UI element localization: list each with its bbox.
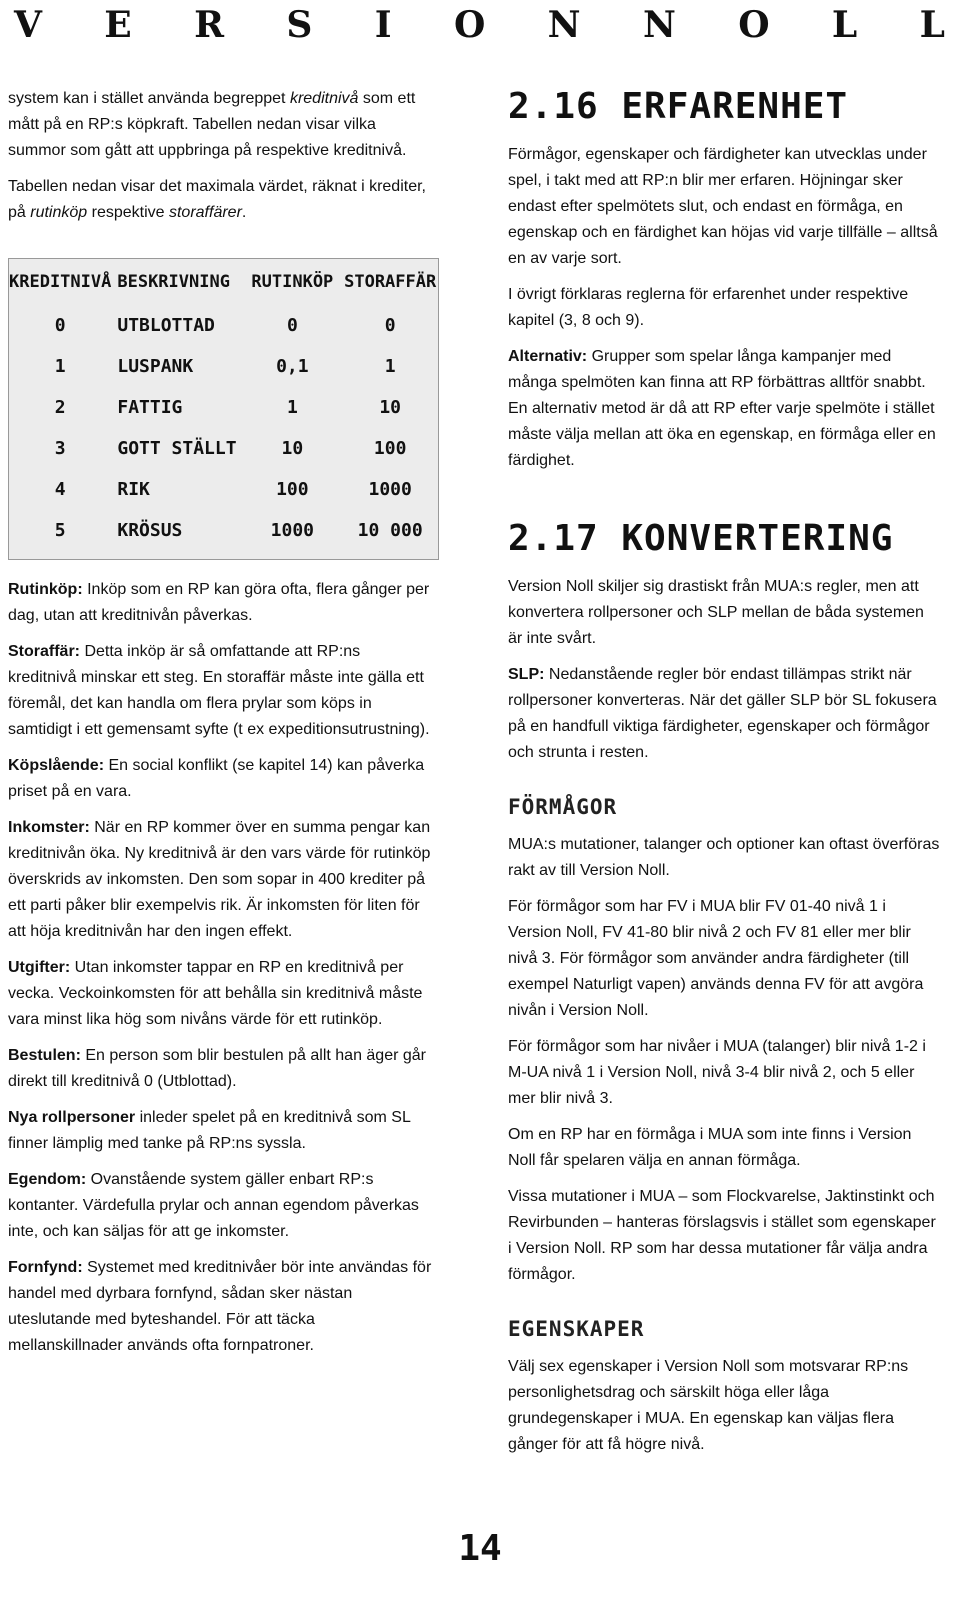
banner-letter: V — [14, 4, 43, 46]
table-cell: UTBLOTTAD — [117, 315, 215, 336]
table-cell: 10 000 — [357, 520, 423, 541]
banner-letter: S — [286, 4, 314, 46]
term-paragraph — [8, 753, 433, 805]
term-paragraph — [8, 815, 433, 945]
credit-level-table — [8, 258, 439, 560]
left-terms — [8, 577, 433, 1369]
column-header: STORAFFÄR — [344, 272, 437, 292]
intro-paragraph — [8, 86, 433, 164]
table-cell: 10 — [281, 438, 304, 459]
section-konvertering — [508, 574, 940, 1468]
body-paragraph: För förmågor som har nivåer i MUA (talanger) blir nivå 1-2 i M-UA nivå 1 i Version Noll, nivå 3-4 blir nivå 2, och 5 eller mer blir nivå 3. — [508, 1038, 926, 1107]
term-paragraph — [8, 955, 433, 1033]
section-heading-konvertering: 2.17 KONVERTERING — [508, 518, 894, 559]
table-row — [9, 428, 438, 469]
term-text: inleder spelet på en kreditnivå som SL finner lämplig med tanke på RP:ns syssla. — [8, 1109, 411, 1152]
banner-letter: N — [547, 4, 582, 46]
body-paragraph — [508, 344, 940, 474]
body-paragraph: Om en RP har en förmåga i MUA som inte finns i Version Noll får spelaren välja en annan förmåga. — [508, 1126, 912, 1169]
table-cell: GOTT STÄLLT — [117, 438, 237, 459]
intro-paragraph — [8, 174, 433, 226]
body-paragraph — [508, 662, 940, 766]
table-header-row — [9, 259, 438, 305]
table-cell: 10 — [379, 397, 402, 418]
body-paragraph: Vissa mutationer i MUA – som Flockvarelse, Jaktinstinkt och Revirbunden – hanteras förslagsvis i stället som egenskaper i Version Noll. RP som har dessa mutationer får välja andra förmågor. — [508, 1188, 936, 1283]
intro-emphasis: kreditnivå — [289, 90, 359, 107]
table-cell: FATTIG — [117, 397, 183, 418]
term-text: En person som blir bestulen på allt han äger går direkt till kreditnivå 0 (Utblottad). — [8, 1047, 426, 1090]
section-heading-erfarenhet: 2.16 ERFARENHET — [508, 86, 849, 127]
table-row — [9, 305, 438, 346]
table-cell: 0,1 — [276, 356, 309, 377]
term-label: Nya rollpersoner — [8, 1109, 136, 1126]
term-text: Utan inkomster tappar en RP en kreditnivå per vecka. Veckoinkomsten för att behålla sin kreditnivå måste vara minst lika hög som nivåns värde för ett rutinköp. — [8, 959, 423, 1028]
banner-letter: L — [919, 4, 946, 46]
term-paragraph — [8, 1105, 433, 1157]
subheading-egenskaper: EGENSKAPER — [508, 1317, 645, 1341]
intro-text: system kan i stället använda begreppet — [8, 90, 290, 107]
banner-letter: L — [831, 4, 859, 46]
column-header: BESKRIVNING — [117, 272, 230, 292]
banner-letter: O — [738, 4, 771, 46]
page-banner — [0, 0, 960, 50]
term-label: Köpslående: — [8, 757, 105, 774]
table-cell: KRÖSUS — [117, 520, 183, 541]
term-text: Grupper som spelar långa kampanjer med många spelmöten kan finna att RP förbättras alltför snabbt. En alternativ metod är då att RP efter varje spelmöte i stället måste välja mellan att öka en egenskap, en förmåga eller en färdighet. — [508, 348, 936, 469]
body-paragraph: Förmågor, egenskaper och färdigheter kan utvecklas under spel, i takt med att RP:n blir mer erfaren. Höjningar sker endast efter spelmötets slut, och endast en förmåga, en egenskap och en färdighet kan höjas vid varje tillfälle – alltså en av varje sort. — [508, 146, 938, 267]
term-paragraph — [8, 1255, 433, 1359]
term-paragraph — [8, 1167, 433, 1245]
body-paragraph: I övrigt förklaras reglerna för erfarenhet under respektive kapitel (3, 8 och 9). — [508, 286, 909, 329]
term-label: Inkomster: — [8, 819, 90, 836]
table-cell: 0 — [384, 315, 396, 336]
term-label: Alternativ: — [508, 348, 588, 365]
table-cell: RIK — [117, 479, 150, 500]
term-label: Storaffär: — [8, 643, 81, 660]
column-header: RUTINKÖP — [251, 272, 334, 292]
table-cell: 4 — [54, 479, 66, 500]
body-paragraph: MUA:s mutationer, talanger och optioner kan oftast överföras rakt av till Version Noll. — [508, 836, 940, 879]
table-cell: 100 — [373, 438, 407, 459]
left-intro — [8, 86, 433, 236]
table-cell: 1 — [286, 397, 298, 418]
column-header: KREDITNIVÅ — [9, 272, 112, 292]
table-cell: 1 — [54, 356, 66, 377]
table-row — [9, 510, 438, 551]
term-paragraph — [8, 639, 433, 743]
intro-text: Tabellen nedan visar det maximala värdet, räknat i krediter, på — [8, 178, 426, 221]
body-paragraph: Välj sex egenskaper i Version Noll som motsvarar RP:ns personlighetsdrag och särskilt höga eller låga grundegenskaper i MUA. En egenskap kan väljas flera gånger för att få högre nivå. — [508, 1358, 909, 1453]
term-text: Inköp som en RP kan göra ofta, flera gånger per dag, utan att kreditnivån påverkas. — [8, 581, 430, 624]
term-text: Nedanstående regler bör endast tillämpas strikt när rollpersoner konverteras. När det gäller SLP bör SL fokusera på en handfull viktiga färdigheter, egenskaper och förmågor och strunta i resten. — [508, 666, 937, 761]
banner-letter: N — [642, 4, 677, 46]
table-row — [9, 469, 438, 510]
table-cell: 0 — [54, 315, 66, 336]
body-paragraph: För förmågor som har FV i MUA blir FV 01-40 nivå 1 i Version Noll, FV 41-80 blir nivå 2 och FV 81 eller mer blir nivå 3. För förmågor som använder andra färdigheter (till exempel Naturligt vapen) används denna FV för att avgöra nivån i Version Noll. — [508, 898, 924, 1019]
body-paragraph: Version Noll skiljer sig drastiskt från MUA:s regler, men att konvertera rollpersoner och SLP mellan de båda systemen är inte svårt. — [508, 578, 924, 647]
term-text: Ovanstående system gäller enbart RP:s kontanter. Värdefulla prylar och annan egendom påverkas inte, och kan säljas för att ge inkomster. — [8, 1171, 419, 1240]
table-cell: 1000 — [270, 520, 315, 541]
page-number: 14 — [458, 1528, 502, 1569]
intro-text: respektive — [87, 204, 169, 221]
term-paragraph — [8, 577, 433, 629]
term-text: En social konflikt (se kapitel 14) kan påverka priset på en vara. — [8, 757, 425, 800]
term-label: Utgifter: — [8, 959, 71, 976]
term-label: Bestulen: — [8, 1047, 81, 1064]
intro-text: . — [241, 204, 247, 221]
table-cell: 2 — [54, 397, 66, 418]
term-text: När en RP kommer över en summa pengar kan kreditnivån öka. Ny kreditnivå är den vars värde för rutinköp överskrids av inkomsten. Den som sopar in 400 krediter på ett parti påker blir exempelvis rik. Är inkomsten för liten för att höja kreditnivån har den ingen effekt. — [8, 819, 431, 940]
table-cell: 1 — [384, 356, 396, 377]
table-cell: 0 — [286, 315, 298, 336]
subheading-formagor: FÖRMÅGOR — [508, 795, 618, 819]
table-row — [9, 346, 438, 387]
table-cell: 100 — [276, 479, 309, 500]
banner-letter: R — [194, 4, 226, 46]
term-text: Systemet med kreditnivåer bör inte användas för handel med dyrbara fornfynd, sådan sker nästan uteslutande med byteshandel. För att täcka mellanskillnader används ofta fornpatroner. — [8, 1259, 432, 1354]
banner-letter: I — [374, 4, 393, 46]
intro-text: som ett mått på en RP:s köpkraft. Tabellen nedan visar vilka summor som gått att uppbringa på respektive kreditnivå. — [8, 90, 416, 159]
term-paragraph — [8, 1043, 433, 1095]
term-label: Fornfynd: — [8, 1259, 83, 1276]
table-cell: LUSPANK — [117, 356, 194, 377]
table-cell: 3 — [54, 438, 66, 459]
table-cell: 1000 — [368, 479, 412, 500]
intro-emphasis: storaffärer — [168, 204, 242, 221]
intro-emphasis: rutinköp — [30, 204, 88, 221]
term-label: Egendom: — [8, 1171, 87, 1188]
term-label: Rutinköp: — [8, 581, 83, 598]
table-cell: 5 — [54, 520, 66, 541]
section-erfarenhet — [508, 142, 940, 484]
term-label: SLP: — [508, 666, 545, 683]
banner-letter: E — [104, 4, 133, 46]
banner-letter: O — [453, 4, 487, 46]
term-text: Detta inköp är så omfattande att RP:ns kreditnivå minskar ett steg. En storaffär måste inte gälla ett föremål, det kan handla om flera prylar som köps in samtidigt i ett gemensamt syfte (t ex expeditionsutrustning). — [8, 643, 430, 738]
table-row — [9, 387, 438, 428]
